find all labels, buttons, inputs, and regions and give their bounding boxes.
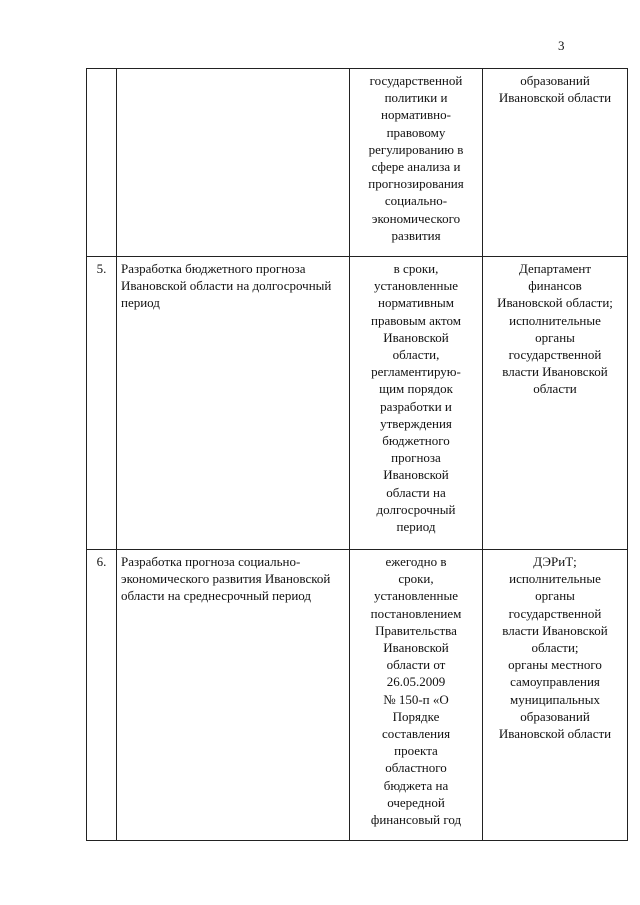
deadline-cell: ежегодно в сроки, установленные постановлением Правительства Ивановской области от 26.05.2009 № 150-п «О Порядке составления проекта областного бюджета на очередной финансовый год [350, 550, 483, 841]
row-number-cell: 5. [87, 257, 117, 550]
table-row [87, 69, 628, 257]
row-number-cell: 6. [87, 550, 117, 841]
measure-name-cell: Разработка бюджетного прогноза Ивановской области на долгосрочный период [117, 257, 350, 550]
executor-cell: Департамент финансов Ивановской области; исполнительные органы государственной власти Ивановской области [483, 257, 628, 550]
measures-table [86, 68, 628, 841]
executor-cell: ДЭРиТ; исполнительные органы государственной власти Ивановской области; органы местного самоуправления муниципальных образований Ивановской области [483, 550, 628, 841]
table-row [87, 257, 628, 550]
executor-cell: образований Ивановской области [483, 69, 628, 257]
deadline-cell: в сроки, установленные нормативным правовым актом Ивановской области, регламентирую- щим порядок разработки и утверждения бюджетного прогноза Ивановской области на долгосрочный период [350, 257, 483, 550]
measure-name-cell [117, 69, 350, 257]
measure-name-cell: Разработка прогноза социально-экономического развития Ивановской области на среднесрочный период [117, 550, 350, 841]
page-number: 3 [558, 38, 565, 53]
row-number-cell [87, 69, 117, 257]
table-row [87, 550, 628, 841]
deadline-cell: государственной политики и нормативно- правовому регулированию в сфере анализа и прогнозирования социально- экономического развития [350, 69, 483, 257]
